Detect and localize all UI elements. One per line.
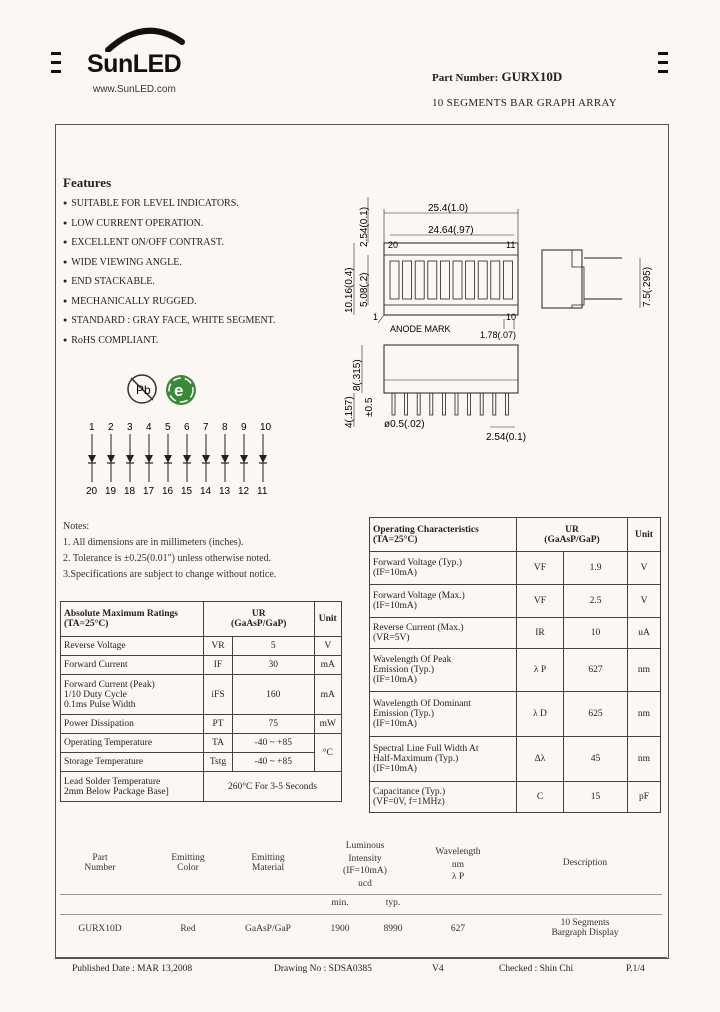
pin-bottom-label: 20	[86, 486, 98, 497]
right-bars-decoration	[658, 52, 668, 79]
pin-bottom-label: 19	[105, 486, 117, 497]
part-table	[55, 838, 667, 948]
op-col-unit: Unit	[628, 518, 661, 552]
eco-label: e	[174, 381, 184, 400]
feature-item: ● SUITABLE FOR LEVEL INDICATORS.	[63, 194, 276, 214]
dim-pitch: 2.54(0.1)	[486, 432, 527, 443]
brand-logo: SunLED	[87, 50, 182, 78]
ph-part: Part Number	[84, 853, 116, 873]
table-row: Storage Temperature Tstg -40 ~ +85	[61, 753, 342, 772]
features-list	[63, 194, 276, 350]
table-row: Power Dissipation PT 75 mW	[61, 715, 342, 734]
abs-col-ur: UR (GaAsP/GaP)	[204, 602, 315, 637]
led-diode-icon	[219, 422, 231, 497]
lead	[480, 393, 483, 415]
abs-col-unit: Unit	[314, 602, 342, 637]
dim-lead-diameter: ø0.5(.02)	[384, 419, 425, 430]
feature-item: ● RoHS COMPLIANT.	[63, 331, 276, 351]
published-date: Published Date : MAR 13,2008	[72, 964, 193, 974]
feature-item: ● MECHANICALLY RUGGED.	[63, 292, 276, 312]
dim-178: 1.78(.07)	[480, 330, 517, 340]
feature-item: ● LOW CURRENT OPERATION.	[63, 214, 276, 234]
ph-min: min.	[331, 898, 349, 908]
anode-mark-label: ANODE MARK	[390, 324, 451, 334]
pin-bottom-label: 14	[200, 486, 212, 497]
feature-item: ● STANDARD : GRAY FACE, WHITE SEGMENT.	[63, 311, 276, 331]
rohs-eco-icon	[163, 372, 199, 408]
pr-typ: 8990	[383, 924, 403, 934]
feature-item: ● WIDE VIEWING ANGLE.	[63, 253, 276, 273]
pin-circuit-diagram	[80, 418, 280, 500]
segment	[453, 261, 462, 299]
segment	[503, 261, 512, 299]
lead	[417, 393, 420, 415]
header-divider	[55, 124, 667, 125]
table-row: Capacitance (Typ.) (VF=0V, f=1MHz) C 15 pF	[370, 782, 661, 813]
pin-20-label: 20	[388, 240, 399, 250]
note-1: 1. All dimensions are in millimeters (inches).	[63, 537, 244, 548]
led-diode-icon	[162, 422, 174, 497]
led-diode-icon	[257, 422, 272, 497]
notes-section	[63, 519, 276, 583]
ph-color: Emitting Color	[171, 853, 205, 873]
pr-material: GaAsP/GaP	[245, 924, 291, 934]
feature-item: ● END STACKABLE.	[63, 272, 276, 292]
checked-by: Checked : Shin Chi	[499, 964, 574, 974]
table-row: Forward Current IF 30 mA	[61, 656, 342, 675]
ph-luminous: Luminous Intensity (IF=10mA) ucd	[343, 841, 387, 889]
pin-top-label: 4	[146, 422, 152, 433]
pin-bottom-label: 13	[219, 486, 231, 497]
pin-1-label: 1	[373, 312, 379, 322]
pb-free-icon	[125, 372, 159, 406]
table-row: Reverse Voltage VR 5 V	[61, 637, 342, 656]
footer-divider	[55, 957, 667, 958]
operating-characteristics-table	[369, 517, 661, 813]
pr-wavelength: 627	[450, 924, 466, 934]
pin-bottom-label: 18	[124, 486, 136, 497]
table-row: Forward Current (Peak) 1/10 Duty Cycle 0.1ms Pulse Width iFS 160 mA	[61, 675, 342, 715]
op-col-ur: UR (GaAsP/GaP)	[517, 518, 628, 552]
lead	[505, 393, 508, 415]
table-row: Reverse Current (Max.) (VR=5V) IR 10 uA	[370, 618, 661, 649]
dim-lead-tolerance: ±0.5	[364, 397, 375, 417]
pin-bottom-label: 11	[257, 486, 268, 497]
dim-side-height: 7.5(.295)	[642, 266, 653, 307]
pin-bottom-label: 17	[143, 486, 155, 497]
pin-bottom-label: 12	[238, 486, 250, 497]
lead	[405, 393, 408, 415]
logo-arc-icon	[100, 22, 200, 52]
op-title: Operating Characteristics (TA=25°C)	[370, 518, 517, 552]
pin-top-label: 5	[165, 422, 171, 433]
pb-label: Pb	[136, 383, 151, 397]
segment	[428, 261, 437, 299]
pin-11-label: 11	[506, 240, 516, 250]
pin-top-label: 10	[260, 422, 272, 433]
table-row: Forward Voltage (Typ.) (IF=10mA) VF 1.9 V	[370, 552, 661, 585]
led-diode-icon	[200, 422, 212, 497]
part-number-label: Part Number:	[432, 72, 499, 84]
front-view-body	[384, 345, 518, 393]
led-diode-icon	[86, 422, 98, 497]
pin-top-label: 9	[241, 422, 247, 433]
abs-title: Absolute Maximum Ratings (TA=25°C)	[61, 602, 204, 637]
dim-body-height: 8(.315)	[352, 359, 363, 391]
drawing-number: Drawing No : SDSA0385	[274, 964, 372, 974]
pr-description: 10 Segments Bargraph Display	[551, 918, 619, 938]
dim-width-inner: 24.64(.97)	[428, 225, 474, 236]
top-view-body	[384, 243, 518, 315]
version: V4	[432, 964, 444, 974]
segment	[403, 261, 412, 299]
dim-height-top: 2.54(0.1)	[359, 206, 370, 247]
ph-typ: typ.	[385, 898, 401, 908]
table-row: Spectral Line Full Width At Half-Maximum (Typ.) (IF=10mA) Δλ 45 nm	[370, 737, 661, 782]
table-row: Wavelength Of Peak Emission (Typ.) (IF=10mA) λ P 627 nm	[370, 649, 661, 692]
lead	[430, 393, 433, 415]
pin-10-label: 10	[506, 312, 517, 322]
part-number-line	[432, 69, 562, 85]
note-2: 2. Tolerance is ±0.25(0.01") unless otherwise noted.	[63, 553, 272, 564]
segment	[390, 261, 399, 299]
note-3: 3.Specifications are subject to change without notice.	[63, 569, 277, 580]
pr-color: Red	[180, 924, 196, 934]
side-view-body	[542, 250, 582, 308]
ph-wavelength: Wavelength nm λ P	[435, 847, 481, 882]
pin-top-label: 6	[184, 422, 190, 433]
lead	[455, 393, 458, 415]
pin-bottom-label: 15	[181, 486, 193, 497]
table-row: Operating Temperature TA -40 ~ +85 °C	[61, 734, 342, 753]
table-row: Lead Solder Temperature 2mm Below Package Base] 260°C For 3-5 Seconds	[61, 772, 342, 802]
mechanical-drawing	[340, 195, 670, 445]
left-bars-decoration	[51, 52, 61, 79]
segment	[415, 261, 424, 299]
segment	[491, 261, 500, 299]
pin-top-label: 7	[203, 422, 209, 433]
led-diode-icon	[105, 422, 117, 497]
table-row: Wavelength Of Dominant Emission (Typ.) (IF=10mA) λ D 625 nm	[370, 692, 661, 737]
pin-top-label: 1	[89, 422, 95, 433]
pin-bottom-label: 16	[162, 486, 174, 497]
page-number: P.1/4	[626, 964, 645, 974]
dim-height-total: 10.16(0.4)	[344, 267, 355, 313]
led-diode-icon	[124, 422, 136, 497]
product-subtitle: 10 SEGMENTS BAR GRAPH ARRAY	[432, 97, 617, 109]
pr-min: 1900	[330, 924, 350, 934]
led-diode-icon	[238, 422, 250, 497]
pin-top-label: 2	[108, 422, 114, 433]
lead	[493, 393, 496, 415]
led-diode-icon	[143, 422, 155, 497]
lead	[442, 393, 445, 415]
segment	[440, 261, 449, 299]
dim-width-total: 25.4(1.0)	[428, 203, 469, 214]
absolute-max-table	[60, 601, 342, 802]
dim-lead-length: 4(.157)	[344, 396, 355, 428]
part-number: GURX10D	[501, 69, 563, 84]
features-title: Features	[63, 175, 112, 190]
website-link[interactable]: www.SunLED.com	[93, 84, 176, 95]
ph-description: Description	[562, 858, 608, 868]
segment	[466, 261, 475, 299]
table-row: Forward Voltage (Max.) (IF=10mA) VF 2.5 V	[370, 585, 661, 618]
ph-material: Emitting Material	[251, 853, 285, 873]
notes-title: Notes:	[63, 521, 90, 532]
led-diode-icon	[181, 422, 193, 497]
segment	[478, 261, 487, 299]
feature-item: ● EXCELLENT ON/OFF CONTRAST.	[63, 233, 276, 253]
dim-height-seg: 5.08(.2)	[359, 272, 370, 307]
lead	[392, 393, 395, 415]
lead	[468, 393, 471, 415]
pin-top-label: 3	[127, 422, 133, 433]
pr-part: GURX10D	[78, 924, 122, 934]
pin-top-label: 8	[222, 422, 228, 433]
